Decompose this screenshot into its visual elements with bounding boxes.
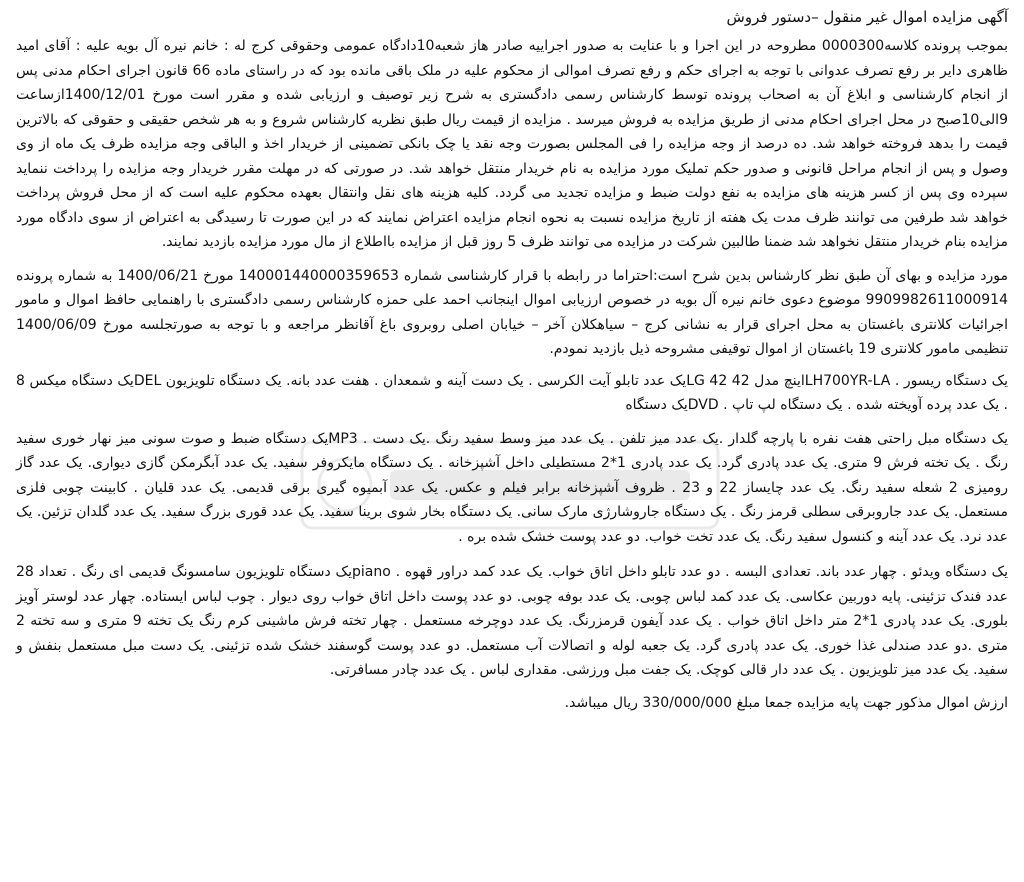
paragraph-intro: بموجب پرونده کلاسه0000300 مطروحه در این اجرا و با عنایت به صدور اجراییه صادر هاز شعبه10دادگاه عمومی وحقوقی کرج له : خانم نیره آل بویه علیه : آقای امید ظاهری دایر بر رفع تصرف عدوانی با توجه به اجرای حکم و رفع تصرف اموالی از محکوم علیه در ملک باقی مانده بود که در راستای ماده 66 قانون اجرای احکام مدنی پس از انجام کارشناسی و ابلاغ آن به اصحاب پرونده توسط کارشناس رسمی دادگستری به شرح زیر توصیف و ارزیابی شده و مقرر است مورخ 1400/12/01ازساعت 9الی10صبح در محل اجرای احکام مدنی از طریق مزایده به فروش میرسد . مزایده از قیمت ریال طبق نظریه کارشناس شروع و به هر شخص حقیقی و حقوقی که بالاترین قیمت را بدهد فروخته خواهد شد. ده درصد از وجه مزایده را فی المجلس بصورت وجه نقد یا چک بانکی تضمینی از خریدار اخذ و الباقی وجه مزایده ظرف یک ماه از وی وصول و پس از انجام مراحل قانونی و صدور حکم تملیک مورد مزایده به نام خریدار منتقل خواهد شد. در صورتی که در مهلت مقرر خریدار وجه مزایده را پرداخت ننماید سپرده وی پس از کسر هزینه های مزایده به نفع دولت ضبط و مزایده تجدید می گردد. کلیه هزینه های نقل وانتقال بعهده محکوم علیه است که از محل فروش پرداخت خواهد شد طرفین می توانند ظرف مدت یک هفته از تاریخ مزایده نسبت به نحوه انجام مزایده اعتراض نمایند که در این صورت تا رسیدگی به اعتراض از سوی دادگاه مورد مزایده بنام خریدار منتقل نخواهد شد ضمنا طالبین شرکت در مزایده می توانند ظرف 5 روز قبل از مزایده بااطلاع از مال مورد مزایده بازدید نمایند. (16, 38, 1009, 250)
notice-document (16, 6, 1008, 876)
paragraph-expert-report: مورد مزایده و بهای آن طبق نظر کارشناس بدین شرح است:احتراما در رابطه با قرار کارشناسی شماره 140001440000359653 مورخ 1400/06/21 به شماره پرونده 9909982611000914 موضوع دعوی خانم نیره آل بویه در خصوص ارزیابی اموال اینجانب احمد علی حمزه کارشناس رسمی دادگستری با راهنمایی حافظ اموال و مامور اجرائیات کلانتری باغستان به محل اجرای قرار به نشانی کرج – سیاهکلان آخر – خیابان اصلی روبروی باغ آقانظر مراجعه و با توجه به صورتجلسه مورخ 1400/06/09 تنظیمی مامور کلانتری 19 باغستان از اموال توقیفی مشروحه ذیل بازدید نمودم. (16, 267, 1009, 357)
paragraph-total-value: ارزش اموال مذکور جهت پایه مزایده جمعا مبلغ 330/000/000 ریال میباشد. (564, 694, 1008, 711)
notice-title: آگهی مزایده اموال غیر منقول –دستور فروش (726, 8, 1008, 26)
paragraph-items-misc: یک دستگاه ویدئو . چهار عدد باند. تعدادی البسه . دو عدد تابلو داخل اتاق خواب. یک عدد کمد دراور قهوه . pianoیک دستگاه تلویزیون سامسونگ قدیمی ای رنگ . تعداد 28 عدد فندک تزئینی. پایه دوربین عکاسی. یک عدد کمد لباس چوبی. یک عدد بوفه چوبی. دو عدد پوست داخل اتاق خواب روی دیوار . چوب لباس ایستاده. چهار عدد لوستر آویز بلوری. یک عدد پادری 1*2 متر داخل اتاق خواب . یک عدد آیفون قرمزرنگ. یک عدد دوچرخه مستعمل . چهار تخته فرش ماشینی کرم رنگ یک تخته 9 متری و سه تخته 2 متری .دو عدد صندلی غذا خوری. یک عدد پادری گرد. یک جعبه لوله و اتصالات آب مستعمل. دو عدد پوست گوسفند خشک شده تزئینی. یک دست مبل مستعمل بنفش و سفید. یک عدد میز تلویزیون . یک عدد دار قالی کوچک. یک جفت مبل ورزشی. مقداری لباس . یک عدد چادر مسافرتی. (16, 564, 1009, 678)
paragraph-items-electronics: یک دستگاه ریسور . LH700YR-LAاینچ مدل 42 LG 42یک عدد تابلو آیت الکرسی . یک دست آینه و شمعدان . هفت عدد بانه. یک دستگاه تلویزیون DELیک دستگاه میکس 8 . یک عدد پرده آویخته شده . یک دستگاه لپ تاپ . DVDیک دستگاه (16, 372, 1009, 413)
paragraph-items-furniture: یک دستگاه مبل راحتی هفت نفره با پارچه گلدار .یک عدد میز تلفن . یک عدد میز وسط سفید رنگ .یک دست . MP3یک دستگاه ضبط و صوت سونی میز نهار خوری سفید رنگ . یک تخته فرش 9 متری. یک عدد پادری گرد. یک عدد پادری 1*2 مستطیلی داخل آشپزخانه . یک دستگاه مایکروفر سفید. یک عدد آبگرمکن گازی دیواری. یک عدد گاز رومیزی 2 شعله سفید رنگ. یک عدد چایساز 22 و 23 . ظروف آشپزخانه برابر فیلم و عکس. یک عدد آبمیوه گیری برقی قدیمی. یک عدد قلیان . کابینت چوبی فلزی مستعمل. یک عدد جاروبرقی سطلی قرمز رنگ . یک دستگاه جاروشارژی مارک سانی. یک دستگاه بخار شوی برینا سفید. یک عدد قوری بزرگ سفید. یک عدد گلدان تزئین. یک عدد نرد. یک عدد آینه و کنسول سفید رنگ. یک عدد تخت خواب. دو عدد پوست خشک شده بره . (16, 430, 1008, 545)
